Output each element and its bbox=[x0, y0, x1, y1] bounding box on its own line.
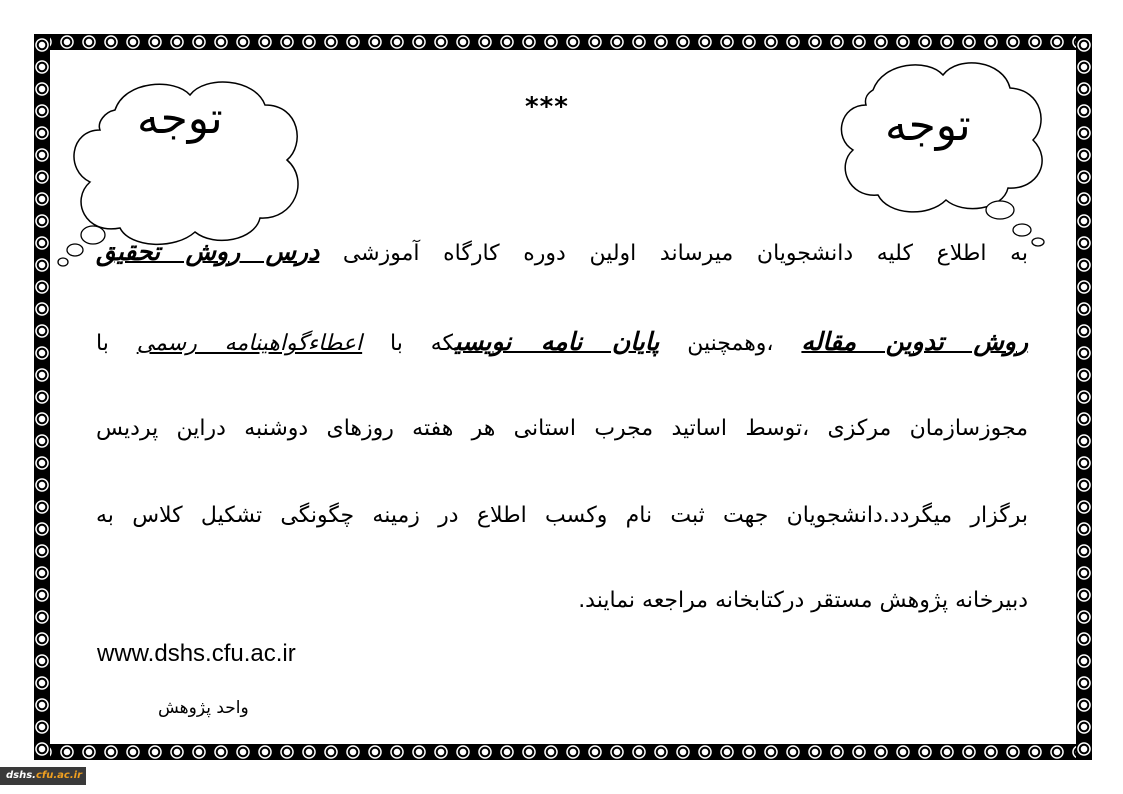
watermark-highlight: cfu.ac.ir bbox=[35, 770, 83, 781]
notice-line-3: مجوزسازمان مرکزی ،توسط اساتید مجرب استانی هر هفته روزهای دوشنبه دراین پردیس bbox=[96, 416, 1028, 441]
signature: واحد پژوهش bbox=[158, 698, 249, 718]
notice-line-2 bbox=[96, 327, 1028, 356]
line1-text: به اطلاع کلیه دانشجویان میرساند اولین دوره کارگاه آموزشی bbox=[342, 241, 1028, 266]
left-cloud-title: توجه bbox=[137, 93, 223, 144]
line2-text-b: که با bbox=[390, 331, 455, 356]
right-cloud-title: توجه bbox=[885, 100, 971, 151]
border-bottom bbox=[34, 744, 1092, 760]
watermark-badge bbox=[0, 767, 86, 785]
thesis-writing-emphasis: پایان نامه نویسی bbox=[454, 327, 660, 356]
line2-text-c: با bbox=[96, 331, 109, 356]
notice-line-1 bbox=[96, 237, 1028, 266]
notice-line-5: دبیرخانه پژوهش مستقر درکتابخانه مراجعه نمایند. bbox=[578, 588, 1028, 613]
website-url: www.dshs.cfu.ac.ir bbox=[97, 640, 296, 667]
watermark-prefix: dshs. bbox=[6, 770, 36, 781]
border-top bbox=[34, 34, 1092, 50]
line2-text-a: ،وهمچنین bbox=[687, 331, 774, 356]
course-title-emphasis: درس روش تحقیق bbox=[96, 237, 320, 266]
article-writing-emphasis: روش تدوین مقاله bbox=[801, 327, 1029, 356]
stars-separator: *** bbox=[525, 92, 569, 122]
border-left bbox=[34, 34, 50, 760]
certificate-emphasis: اعطاءگواهینامه رسمی bbox=[136, 331, 363, 356]
border-right bbox=[1076, 34, 1092, 760]
notice-line-4: برگزار میگردد.دانشجویان جهت ثبت نام وکسب اطلاع در زمینه چگونگی تشکیل کلاس به bbox=[96, 503, 1028, 528]
